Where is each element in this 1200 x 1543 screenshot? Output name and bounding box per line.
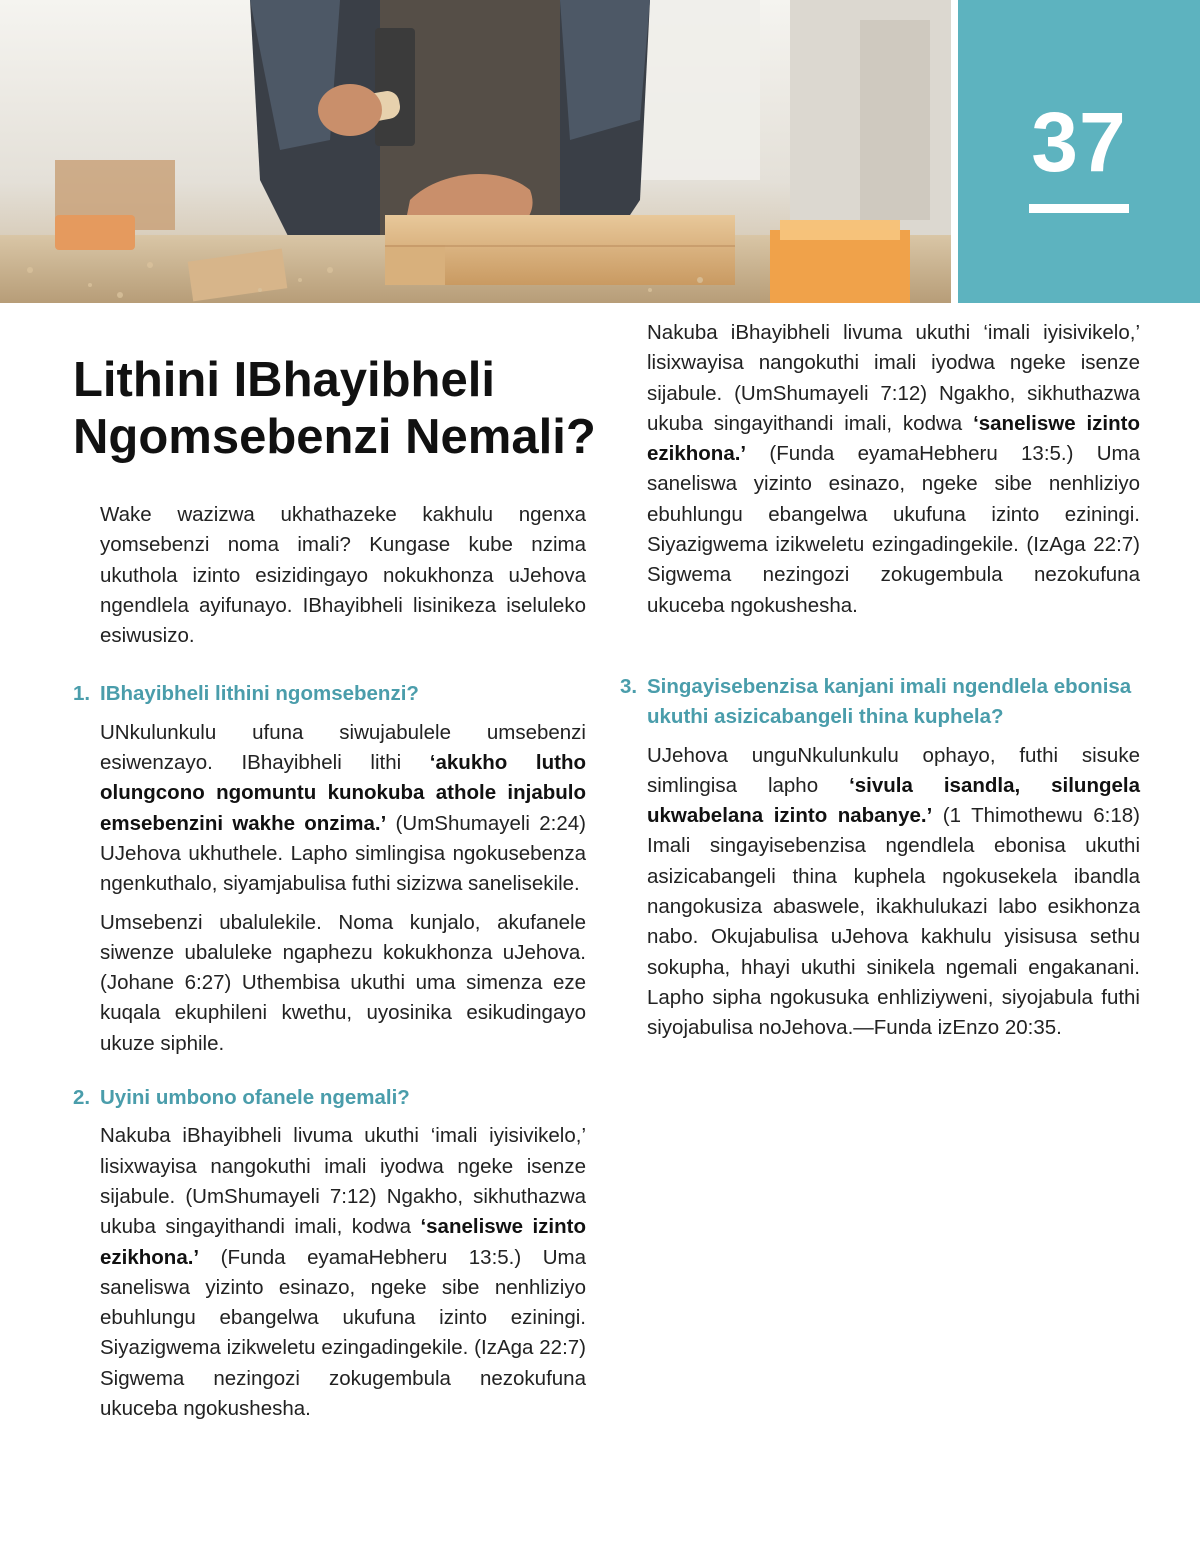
question-2-heading [73, 1083, 586, 1113]
right-column [620, 321, 1140, 1052]
paragraph-text: (1 Thimothewu 6:18) Imali singayisebenzisa ngendlela ebonisa ukuthi asizicabangeli thina kuphela ngokusekela ibandla nangokusiza abaswele, ikakhulukazi labo esikhonza nabo. Okujabulisa uJehova kakhulu yisisusa sethu sokupha, hhayi ukuthi sinikela ngemali engakanani. Lapho sipha ngokusuka enhliziyweni, siyojabula futhi siyojabulisa noJehova.—Funda izEnzo 20:35. [647, 804, 1140, 1040]
question-1-paragraph-2 [73, 908, 586, 1059]
lesson-number-underline [1029, 204, 1129, 213]
question-2-number: 2. [73, 1086, 91, 1110]
question-3-text: Singayisebenzisa kanjani imali ngendlela ebonisa ukuthi asizicabangeli thina kuphela? [647, 675, 1132, 729]
paragraph-text: Nakuba iBhayibheli livuma ukuthi ‘imali iyisivikelo,’ lisixwayisa nangokuthi imali iyodwa ngeke isenze sijabule. (UmShumayeli 7:12) Ngakho, sikhuthazwa ukuba singayithandi imali, kodwa [100, 1124, 586, 1239]
intro-paragraph: Wake wazizwa ukhathazeke kakhulu ngenxa yomsebenzi noma imali? Kungase kube nzima ukuthola izinto esizidingayo nokukhonza uJehova ngendlela ayifunayo. IBhayibheli lisinikeza iseluleko esiwusizo. [100, 503, 586, 648]
bold-quote: ‘saneliswe izinto ezikhona.’ [100, 1215, 586, 1269]
title-line-1: Lithini IBhayibheli [73, 353, 495, 407]
question-1-paragraph-1 [73, 718, 586, 900]
bold-quote: ‘akukho lutho olungcono ngomuntu kunokuba athole injabulo emsebenzini wakhe onzima.’ [100, 751, 586, 835]
paragraph-text: Umsebenzi ubalulekile. Noma kunjalo, akufanele siwenze ubaluleke ngaphezu kokukhonza uJehova. (Johane 6:27) Uthembisa ukuthi uma simenza eze kuqala ekuphileni kwethu, uyosinika esikudingayo ukuze siphile. [100, 910, 586, 1055]
question-1-number: 1. [73, 682, 91, 706]
question-1-text: IBhayibheli lithini ngomsebenzi? [100, 682, 419, 706]
left-column [73, 500, 586, 1421]
paragraph-text: (Funda eyamaHebheru 13:5.) Uma saneliswa yizinto esinazo, ngeke sibe nenhliziyo ebuhlungu ebangelwa ukufuna izinto eziningi. Siyazigwema izikweletu ezingadingekile. (IzAga 22:7) Sigwema nezingozi zokugembula nezokufuna ukuceba ngokushesha. [100, 1245, 586, 1421]
question-2-paragraph-1-continued [620, 321, 1140, 652]
paragraph-text: Nakuba iBhayibheli livuma ukuthi ‘imali iyisivikelo,’ lisixwayisa nangokuthi imali iyodwa ngeke isenze sijabule. (UmShumayeli 7:12) Ngakho, sikhuthazwa ukuba singayithandi imali, kodwa [647, 321, 1140, 435]
lesson-number: 37 [1031, 95, 1127, 189]
question-3-number: 3. [620, 675, 638, 698]
title-line-2: Ngomsebenzi Nemali? [73, 410, 596, 464]
lesson-number-panel [958, 0, 1200, 303]
hero-photo [0, 0, 951, 303]
paragraph-text: UNkulunkulu ufuna siwujabulele umsebenzi esiwenzayo. IBhayibheli lithi [100, 720, 586, 775]
continued-text [647, 318, 1140, 621]
question-2-text: Uyini umbono ofanele ngemali? [100, 1086, 410, 1110]
bold-quote: ‘saneliswe izinto ezikhona.’ [647, 411, 1140, 466]
carpenter-illustration [0, 0, 951, 303]
paragraph-text: (UmShumayeli 2:24) UJehova ukhuthele. Lapho simlingisa ngokusebenza ngenkuthalo, siyamjabulisa futhi sizizwa sanelisekile. [100, 811, 586, 896]
question-3-heading [620, 672, 1140, 733]
question-3-paragraph-1 [620, 741, 1140, 1044]
bold-quote: ‘sivula isandla, silungela ukwabelana izinto nabanye.’ [647, 773, 1140, 828]
paragraph-text: (Funda eyamaHebheru 13:5.) Uma saneliswa yizinto esinazo, ngeke sibe nenhliziyo ebuhlungu ebangelwa ukufuna izinto eziningi. Siyazigwema izikweletu ezingadingekile. (IzAga 22:7) Sigwema nezingozi zokugembula nezokufuna ukuceba ngokushesha. [647, 442, 1140, 617]
question-1-heading [73, 679, 586, 709]
question-2-paragraph-1 [73, 1121, 586, 1421]
paragraph-text: UJehova unguNkulunkulu ophayo, futhi sisuke simlingisa lapho [647, 743, 1140, 797]
